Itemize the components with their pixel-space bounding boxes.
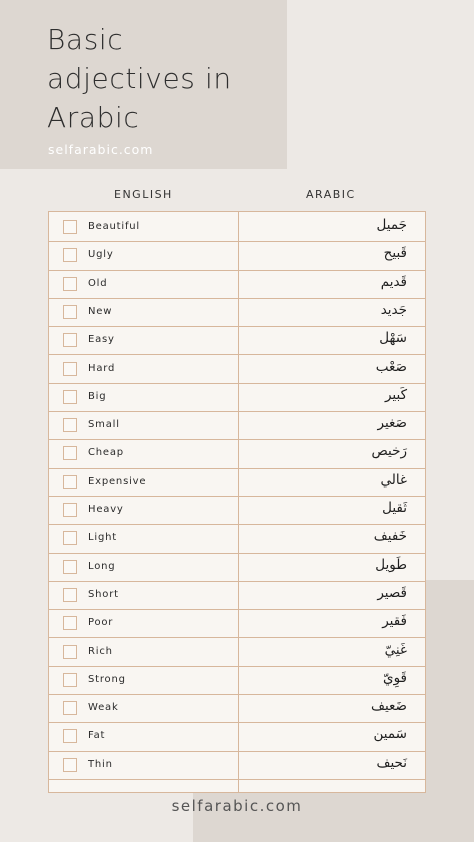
table-row xyxy=(49,582,425,610)
english-word: Thin xyxy=(88,758,113,770)
english-word: Easy xyxy=(88,334,115,346)
table-row xyxy=(49,469,425,497)
arabic-word: صَغير xyxy=(377,415,407,432)
checkbox[interactable] xyxy=(63,531,77,545)
arabic-word: كَبير xyxy=(384,386,407,403)
arabic-word: قَديم xyxy=(380,273,407,290)
english-word: Light xyxy=(88,532,117,544)
arabic-word: قَبيح xyxy=(383,245,407,262)
checkbox[interactable] xyxy=(63,333,77,347)
site-url-top: selfarabic.com xyxy=(48,142,154,157)
table-row xyxy=(49,667,425,695)
checkbox[interactable] xyxy=(63,390,77,404)
english-word: Old xyxy=(88,277,108,289)
table-row xyxy=(49,299,425,327)
table-row xyxy=(49,497,425,525)
checkbox[interactable] xyxy=(63,362,77,376)
english-word: Cheap xyxy=(88,447,124,459)
checkbox[interactable] xyxy=(63,560,77,574)
checkbox[interactable] xyxy=(63,645,77,659)
checkbox[interactable] xyxy=(63,220,77,234)
table-row xyxy=(49,440,425,468)
table-row xyxy=(49,554,425,582)
checkbox[interactable] xyxy=(63,277,77,291)
table-row xyxy=(49,327,425,355)
table-row xyxy=(49,723,425,751)
arabic-word: غَنِيّ xyxy=(384,641,407,658)
table-row xyxy=(49,639,425,667)
arabic-word: ثَقيل xyxy=(382,500,407,516)
checkbox[interactable] xyxy=(63,248,77,262)
english-word: Strong xyxy=(88,673,126,685)
checkbox[interactable] xyxy=(63,701,77,715)
column-header-english: ENGLISH xyxy=(114,188,173,201)
english-word: Rich xyxy=(88,645,113,657)
english-word: Ugly xyxy=(88,249,114,261)
arabic-word: خَفيف xyxy=(373,528,407,545)
arabic-word: سَمين xyxy=(373,726,407,743)
table-row xyxy=(49,525,425,553)
arabic-word: سَهْل xyxy=(379,330,407,347)
checkbox[interactable] xyxy=(63,503,77,517)
title-line: Arabic xyxy=(47,101,140,134)
arabic-word: جَديد xyxy=(380,301,407,318)
checkbox[interactable] xyxy=(63,673,77,687)
checkbox[interactable] xyxy=(63,446,77,460)
table-row xyxy=(49,384,425,412)
english-word: New xyxy=(88,305,113,317)
table-row xyxy=(49,214,425,242)
table-row xyxy=(49,695,425,723)
table-row xyxy=(49,610,425,638)
english-word: Big xyxy=(88,390,107,402)
english-word: Weak xyxy=(88,702,119,714)
english-word: Long xyxy=(88,560,116,572)
arabic-word: ضَعيف xyxy=(370,698,407,715)
arabic-word: طَويل xyxy=(375,556,407,573)
arabic-word: فَقير xyxy=(382,613,407,630)
english-word: Poor xyxy=(88,617,114,629)
checkbox[interactable] xyxy=(63,588,77,602)
arabic-word: غالي xyxy=(380,471,407,488)
table-row xyxy=(49,242,425,270)
checkbox[interactable] xyxy=(63,475,77,489)
page-title xyxy=(47,20,277,137)
site-url-bottom: selfarabic.com xyxy=(171,797,303,815)
checkbox[interactable] xyxy=(63,758,77,772)
english-word: Short xyxy=(88,588,119,600)
checkbox[interactable] xyxy=(63,616,77,630)
title-line: adjectives in xyxy=(47,62,232,95)
vocabulary-table xyxy=(48,211,426,793)
arabic-word: نَحيف xyxy=(376,754,407,771)
arabic-word: رَخيص xyxy=(371,443,407,460)
table-row xyxy=(49,752,425,780)
english-word: Small xyxy=(88,419,120,431)
table-row xyxy=(49,271,425,299)
english-word: Heavy xyxy=(88,504,124,515)
title-line: Basic xyxy=(47,23,124,56)
table-row xyxy=(49,356,425,384)
english-word: Expensive xyxy=(88,475,147,487)
arabic-word: قَوِيّ xyxy=(383,669,407,686)
arabic-word: جَميل xyxy=(376,217,407,233)
english-word: Fat xyxy=(88,730,106,742)
checkbox[interactable] xyxy=(63,729,77,743)
checkbox[interactable] xyxy=(63,305,77,319)
arabic-word: صَعْب xyxy=(375,358,407,375)
arabic-word: قَصير xyxy=(377,584,407,601)
english-word: Beautiful xyxy=(88,221,141,232)
column-header-arabic: ARABIC xyxy=(306,188,356,201)
english-word: Hard xyxy=(88,362,116,374)
checkbox[interactable] xyxy=(63,418,77,432)
table-row xyxy=(49,412,425,440)
